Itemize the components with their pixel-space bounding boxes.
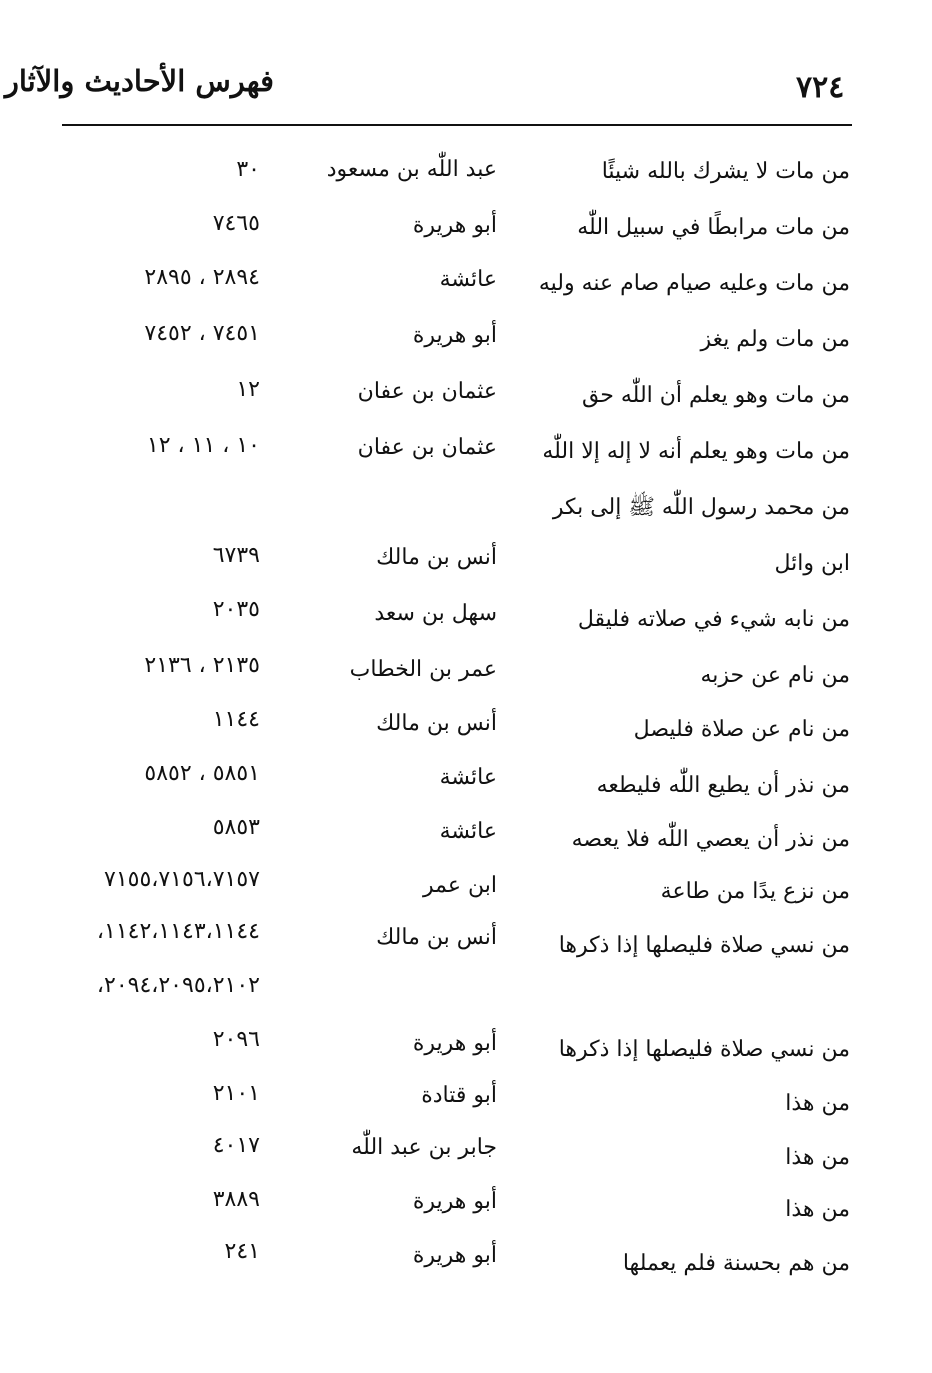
reference-numbers: ١١٤٤	[212, 707, 260, 732]
reference-numbers: ٣٠	[236, 157, 260, 182]
narrator-name: عثمان بن عفان	[357, 379, 497, 404]
narrator-name: أنس بن مالك	[376, 711, 497, 736]
hadith-text: من نذر أن يطيع اللّٰه فليطعه	[596, 773, 850, 798]
narrator-name: عثمان بن عفان	[357, 435, 497, 460]
reference-numbers: ٢٠٣٥	[212, 597, 260, 622]
narrator-name: أبو هريرة	[412, 213, 497, 238]
hadith-text: من نسي صلاة فليصلها إذا ذكرها	[558, 1037, 850, 1062]
reference-numbers: ٤٠١٧	[212, 1133, 260, 1158]
narrator-name: عائشة	[439, 819, 497, 844]
hadith-text: من مات مرابطًا في سبيل اللّٰه	[577, 215, 850, 240]
reference-numbers: ٧٤٥١ ، ٧٤٥٢	[144, 321, 260, 346]
hadith-text: من هذا	[785, 1145, 850, 1170]
reference-numbers: ٢١٠١	[212, 1081, 260, 1106]
reference-numbers: ٥٨٥٣	[212, 815, 260, 840]
reference-numbers: ٥٨٥١ ، ٥٨٥٢	[144, 761, 260, 786]
narrator-name: ابن عمر	[423, 873, 497, 898]
reference-numbers: ١١٤٢،١١٤٣،١١٤٤،	[96, 919, 260, 944]
reference-numbers: ٧٤٦٥	[212, 211, 260, 236]
hadith-text: من نابه شيء في صلاته فليقل	[577, 607, 850, 632]
reference-numbers: ٣٨٨٩	[212, 1187, 260, 1212]
narrator-name: أبو قتادة	[421, 1083, 497, 1108]
hadith-text: من هذا	[785, 1091, 850, 1116]
hadith-text: من محمد رسول اللّٰه ﷺ إلى بكر	[552, 495, 850, 520]
narrator-name: أبو هريرة	[412, 1031, 497, 1056]
reference-numbers: ٧١٥٥،٧١٥٦،٧١٥٧	[104, 867, 260, 892]
hadith-text: من مات وعليه صيام صام عنه وليه	[538, 271, 850, 296]
narrator-name: أبو هريرة	[412, 1189, 497, 1214]
reference-numbers: ٢٠٩٦	[212, 1027, 260, 1052]
narrator-name: أبو هريرة	[412, 1243, 497, 1268]
hadith-text: من نام عن حزبه	[700, 663, 850, 688]
reference-numbers: ٦٧٣٩	[212, 543, 260, 568]
reference-numbers: ١٠ ، ١١ ، ١٢	[146, 433, 260, 458]
hadith-text: من نسي صلاة فليصلها إذا ذكرها	[558, 933, 850, 958]
hadith-text: من هذا	[785, 1197, 850, 1222]
hadith-text: من نام عن صلاة فليصل	[633, 717, 850, 742]
narrator-name: أنس بن مالك	[376, 545, 497, 570]
narrator-name: سهل بن سعد	[374, 601, 497, 626]
narrator-name: عمر بن الخطاب	[349, 657, 497, 682]
reference-numbers: ٢٨٩٤ ، ٢٨٩٥	[144, 265, 260, 290]
hadith-text: من هم بحسنة فلم يعملها	[622, 1251, 850, 1276]
hadith-text: ابن وائل	[774, 551, 850, 576]
hadith-text: من مات ولم يغز	[700, 327, 850, 352]
narrator-name: أبو هريرة	[412, 323, 497, 348]
page-number: ٧٢٤	[796, 70, 845, 105]
narrator-name: أنس بن مالك	[376, 925, 497, 950]
hadith-text: من مات لا يشرك بالله شيئًا	[601, 159, 850, 184]
reference-numbers: ١٢	[236, 377, 260, 402]
hadith-text: من مات وهو يعلم أن اللّٰه حق	[581, 383, 850, 408]
hadith-text: من نزع يدًا من طاعة	[660, 879, 850, 904]
narrator-name: جابر بن عبد اللّٰه	[351, 1135, 497, 1160]
narrator-name: عائشة	[439, 267, 497, 292]
narrator-name: عبد اللّٰه بن مسعود	[326, 157, 497, 182]
hadith-text: من نذر أن يعصي اللّٰه فلا يعصه	[571, 827, 850, 852]
reference-numbers: ٢٠٩٤،٢٠٩٥،٢١٠٢،	[96, 973, 260, 998]
narrator-name: عائشة	[439, 765, 497, 790]
reference-numbers: ٢٤١	[224, 1239, 260, 1264]
page-title: فهرس الأحاديث والآثار	[4, 64, 274, 98]
hadith-text: من مات وهو يعلم أنه لا إله إلا اللّٰه	[542, 439, 850, 464]
reference-numbers: ٢١٣٥ ، ٢١٣٦	[144, 653, 260, 678]
